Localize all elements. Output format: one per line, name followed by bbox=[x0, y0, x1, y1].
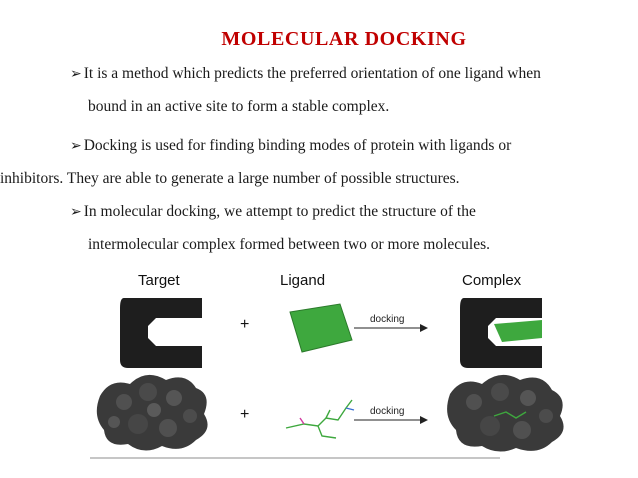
plus-sign-top: + bbox=[240, 316, 250, 333]
docking-arrow-bottom-head bbox=[420, 416, 428, 424]
target-label: Target bbox=[138, 272, 180, 289]
bullet-1-line-1: It is a method which predicts the preferred orientation of one ligand when bbox=[83, 65, 541, 82]
arrow-bullet-icon: ➢ bbox=[70, 139, 82, 154]
protein-surface-complex bbox=[447, 375, 563, 452]
arrow-bullet-icon: ➢ bbox=[70, 205, 82, 220]
ligand-molecule bbox=[286, 400, 354, 438]
plus-sign-bottom: + bbox=[240, 406, 250, 423]
bullet-1-line-2: bound in an active site to form a stable complex. bbox=[88, 98, 390, 115]
docking-illustration bbox=[90, 268, 586, 460]
schematic-receptor-shape bbox=[120, 298, 202, 368]
protein-surface-target bbox=[97, 375, 208, 451]
bullet-paragraph-1 bbox=[70, 58, 630, 123]
docking-arrow-label-bottom: docking bbox=[370, 406, 405, 417]
docking-arrow-label-top: docking bbox=[370, 314, 405, 325]
bullet-3-line-2: intermolecular complex formed between two or more molecules. bbox=[88, 236, 490, 253]
schematic-complex-ligand bbox=[494, 320, 542, 342]
bullet-paragraph-3 bbox=[70, 196, 630, 261]
bullet-paragraph-2 bbox=[0, 130, 630, 195]
arrow-bullet-icon: ➢ bbox=[70, 67, 82, 82]
bullet-3-line-1: In molecular docking, we attempt to predict the structure of the bbox=[83, 203, 476, 220]
complex-label: Complex bbox=[462, 272, 522, 289]
docking-arrow-top-head bbox=[420, 324, 428, 332]
schematic-ligand-shape bbox=[290, 304, 352, 352]
bullet-2-line-2: inhibitors. They are able to generate a large number of possible structures. bbox=[0, 170, 460, 187]
bullet-2-line-1: Docking is used for finding binding modes of protein with ligands or bbox=[83, 137, 512, 154]
ligand-label: Ligand bbox=[280, 272, 326, 289]
docking-figure bbox=[90, 268, 586, 460]
slide-title: MOLECULAR DOCKING bbox=[221, 28, 467, 50]
